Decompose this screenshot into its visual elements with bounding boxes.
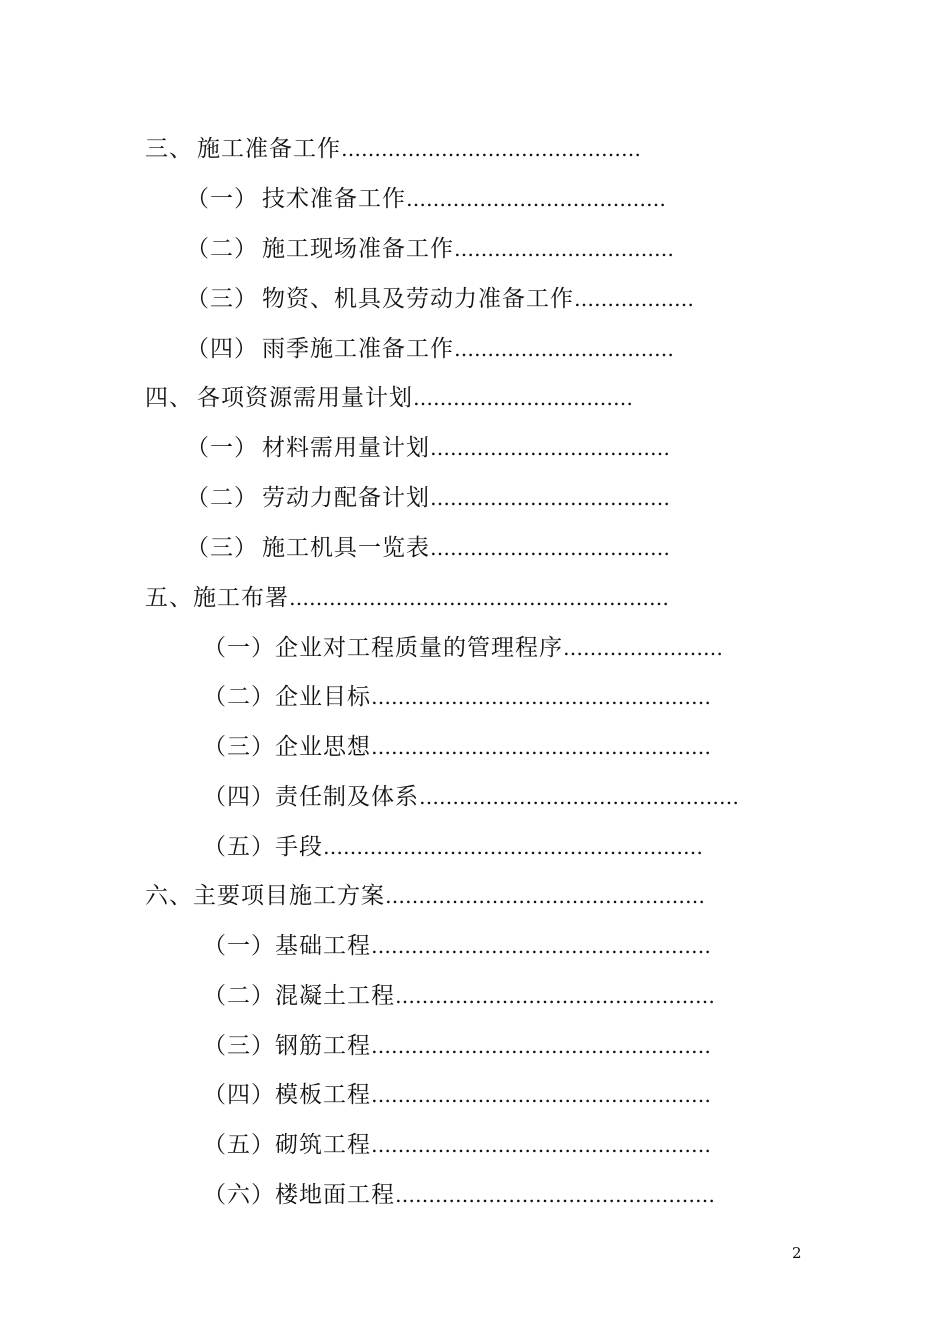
toc-leader-dots: ……………………………… — [430, 486, 670, 510]
toc-entry-number: 六、 — [145, 883, 193, 909]
toc-entry-number: 三、 — [145, 136, 193, 162]
toc-entry-4-3 — [186, 531, 670, 565]
toc-entry-number: （二） — [203, 983, 275, 1009]
toc-entry-title: 主要项目施工方案 — [193, 883, 385, 909]
toc-entry-6-2 — [203, 979, 715, 1013]
toc-entry-6-5 — [203, 1128, 711, 1162]
toc-entry-number: （三） — [203, 1033, 275, 1059]
toc-entry-section-3 — [145, 132, 641, 166]
toc-leader-dots: ……………………………… — [430, 436, 670, 460]
toc-entry-4-1 — [186, 431, 670, 465]
toc-entry-title: 砌筑工程 — [275, 1132, 371, 1158]
toc-leader-dots: ………………………………………… — [395, 1183, 715, 1207]
toc-leader-dots: …………………………………………… — [371, 1083, 711, 1107]
toc-leader-dots: …………………………………………… — [371, 934, 711, 958]
toc-entry-title: 混凝土工程 — [275, 983, 395, 1009]
toc-entry-3-3 — [186, 282, 694, 316]
toc-entry-number: （二） — [186, 236, 258, 262]
toc-leader-dots: ……………………………………… — [341, 137, 641, 161]
toc-entry-title: 物资、机具及劳动力准备工作 — [262, 286, 574, 312]
toc-entry-number: （三） — [186, 535, 258, 561]
toc-leader-dots: …………………………………………… — [371, 735, 711, 759]
toc-entry-title: 责任制及体系 — [275, 784, 419, 810]
toc-entry-number: （一） — [203, 933, 275, 959]
toc-entry-title: 企业思想 — [275, 734, 371, 760]
toc-leader-dots: ………………………………………… — [395, 984, 715, 1008]
toc-entry-section-5 — [145, 581, 669, 615]
toc-entry-title: 技术准备工作 — [262, 186, 406, 212]
toc-entry-number: （二） — [186, 485, 258, 511]
toc-entry-number: （一） — [186, 435, 258, 461]
toc-entry-title: 施工准备工作 — [197, 136, 341, 162]
toc-entry-5-1 — [203, 631, 723, 665]
toc-leader-dots: …………………… — [563, 636, 723, 660]
toc-entry-number: （三） — [186, 286, 258, 312]
toc-entry-title: 各项资源需用量计划 — [197, 385, 413, 411]
toc-entry-number: （四） — [186, 336, 258, 362]
toc-entry-number: 五、 — [145, 585, 193, 611]
toc-entry-3-4 — [186, 332, 674, 366]
toc-entry-number: （六） — [203, 1182, 275, 1208]
toc-leader-dots: …………………………… — [454, 337, 674, 361]
toc-leader-dots: ………………………………… — [406, 187, 666, 211]
toc-entry-title: 施工现场准备工作 — [262, 236, 454, 262]
toc-leader-dots: ……………………………… — [430, 536, 670, 560]
toc-entry-5-5 — [203, 830, 703, 864]
toc-entry-number: （五） — [203, 1132, 275, 1158]
toc-leader-dots: …………………………………………… — [371, 1133, 711, 1157]
toc-entry-number: （四） — [203, 784, 275, 810]
toc-leader-dots: ………………………………………………… — [323, 835, 703, 859]
toc-entry-4-2 — [186, 481, 670, 515]
toc-leader-dots: ………………………………………………… — [289, 586, 669, 610]
toc-entry-title: 企业对工程质量的管理程序 — [275, 635, 563, 661]
toc-entry-title: 材料需用量计划 — [262, 435, 430, 461]
toc-entry-6-3 — [203, 1029, 711, 1063]
toc-entry-5-4 — [203, 780, 739, 814]
toc-entry-section-6 — [145, 879, 705, 913]
toc-entry-section-4 — [145, 381, 633, 415]
toc-entry-title: 施工布署 — [193, 585, 289, 611]
toc-entry-6-1 — [203, 929, 711, 963]
toc-entry-6-4 — [203, 1078, 711, 1112]
toc-entry-number: （五） — [203, 834, 275, 860]
toc-entry-title: 基础工程 — [275, 933, 371, 959]
toc-leader-dots: …………………………… — [413, 386, 633, 410]
toc-leader-dots: …………………………………………… — [371, 1034, 711, 1058]
toc-entry-3-1 — [186, 182, 666, 216]
toc-entry-6-6 — [203, 1178, 715, 1212]
toc-entry-title: 劳动力配备计划 — [262, 485, 430, 511]
toc-leader-dots: …………………………… — [454, 237, 674, 261]
toc-entry-5-3 — [203, 730, 711, 764]
toc-entry-number: （二） — [203, 684, 275, 710]
toc-entry-title: 钢筋工程 — [275, 1033, 371, 1059]
toc-entry-title: 企业目标 — [275, 684, 371, 710]
toc-entry-number: （一） — [186, 186, 258, 212]
toc-entry-number: （一） — [203, 635, 275, 661]
toc-leader-dots: ………………………………………… — [385, 884, 705, 908]
toc-entry-title: 雨季施工准备工作 — [262, 336, 454, 362]
toc-entry-title: 施工机具一览表 — [262, 535, 430, 561]
toc-entry-number: 四、 — [145, 385, 193, 411]
toc-entry-3-2 — [186, 232, 674, 266]
toc-entry-title: 楼地面工程 — [275, 1182, 395, 1208]
toc-leader-dots: …………………………………………… — [371, 685, 711, 709]
toc-entry-number: （三） — [203, 734, 275, 760]
page-number: 2 — [792, 1244, 802, 1262]
toc-entry-title: 手段 — [275, 834, 323, 860]
toc-entry-5-2 — [203, 680, 711, 714]
toc-leader-dots: ……………… — [574, 287, 694, 311]
toc-entry-title: 模板工程 — [275, 1082, 371, 1108]
toc-leader-dots: ………………………………………… — [419, 785, 739, 809]
toc-entry-number: （四） — [203, 1082, 275, 1108]
